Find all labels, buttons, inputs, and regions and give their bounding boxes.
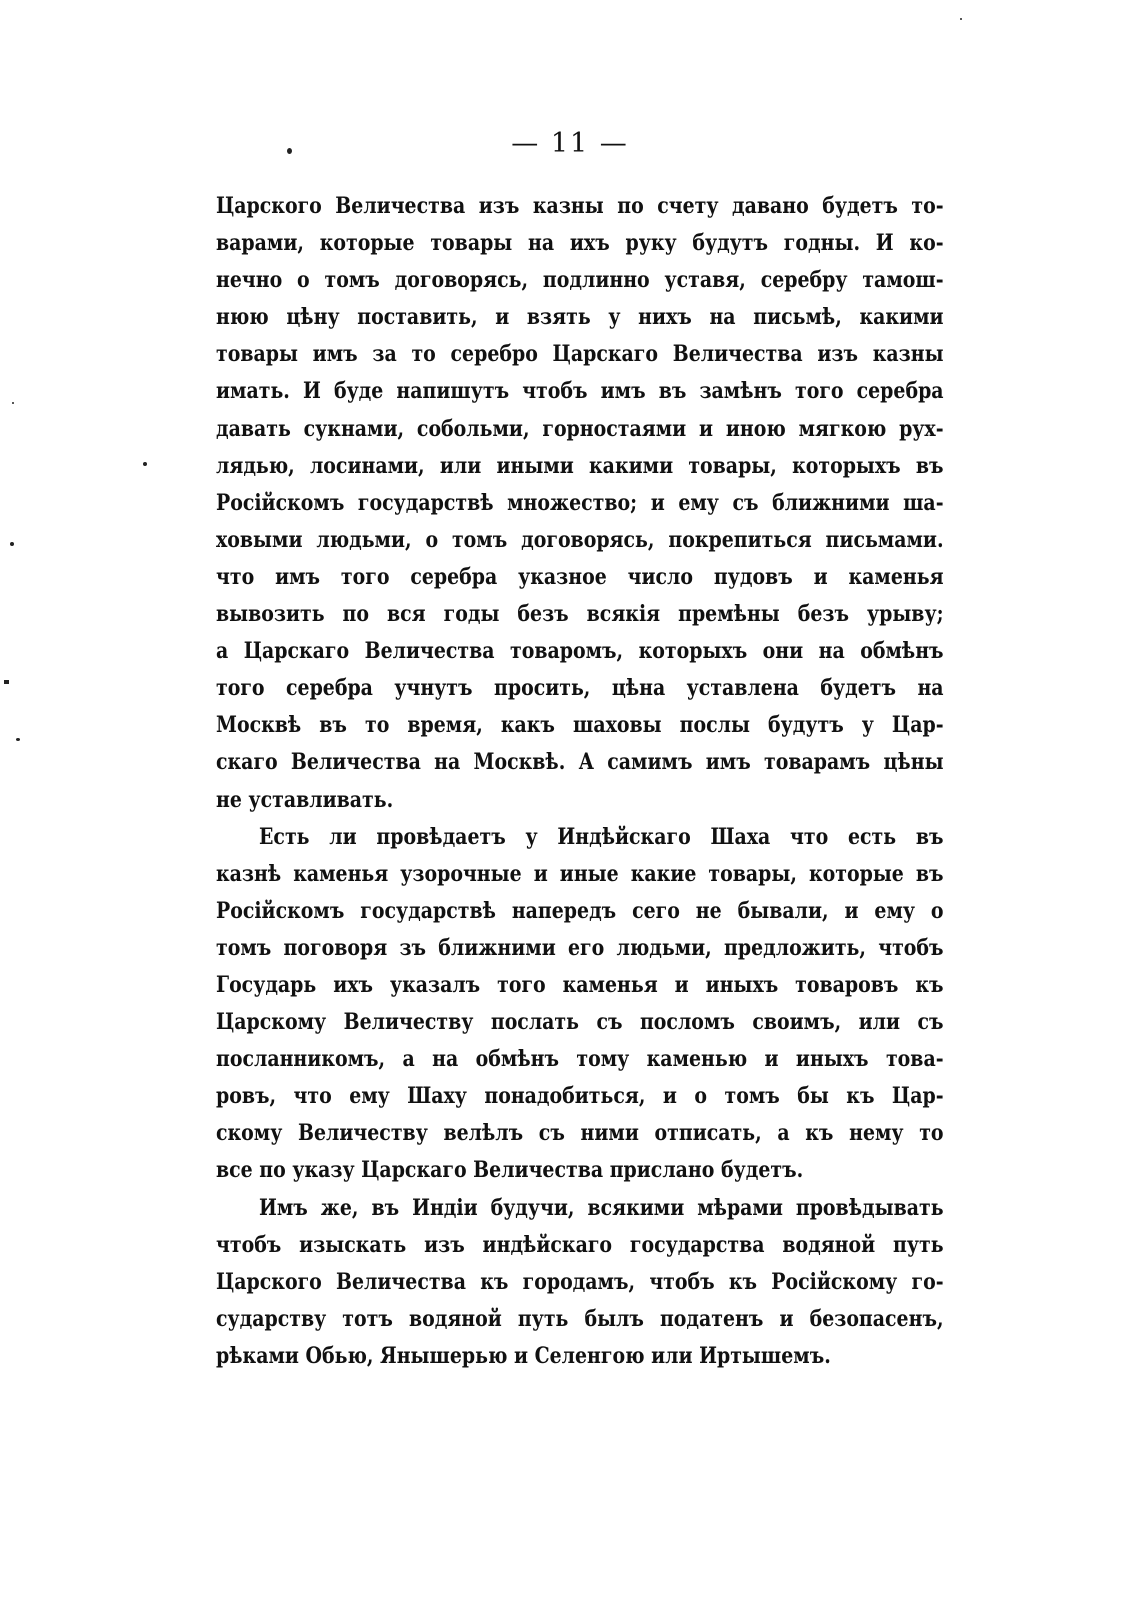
text-line: ховыми людьми, о томъ договорясь, покрепиться письмами. xyxy=(216,526,944,553)
scan-speck xyxy=(960,18,962,20)
text-line: сударству тотъ водяной путь былъ податенъ и безопасенъ, xyxy=(216,1305,944,1332)
body-text xyxy=(216,188,944,1375)
text-line: вывозить по вся годы безъ всякія премѣны безъ урыву; xyxy=(216,601,944,628)
text-line: Царского Величества изъ казны по счету давано будетъ то- xyxy=(216,193,944,219)
text-line: томъ поговоря зъ ближними его людьми, предложить, чтобъ xyxy=(216,934,944,961)
scan-speck xyxy=(4,680,9,684)
scan-speck xyxy=(287,148,292,154)
text-line: а Царскаго Величества товаромъ, которыхъ они на обмѣнъ xyxy=(216,638,944,665)
scan-speck xyxy=(16,738,20,741)
text-line: Російскомъ государствѣ множество; и ему съ ближними ша- xyxy=(216,489,944,516)
text-line: все по указу Царскаго Величества прислано будетъ. xyxy=(216,1157,804,1184)
scan-speck xyxy=(12,402,14,404)
text-line: нечно о томъ договорясь, подлинно уставя, серебру тамош- xyxy=(216,267,944,294)
scan-speck xyxy=(10,542,14,546)
text-line: варами, которые товары на ихъ руку будутъ годны. И ко- xyxy=(216,230,944,257)
text-line: Государь ихъ указалъ того каменья и иныхъ товаровъ къ xyxy=(216,971,944,998)
text-line: давать сукнами, собольми, горностаями и иною мягкою рух- xyxy=(216,415,944,442)
scan-speck xyxy=(143,462,147,466)
text-line: чтобъ изыскать изъ индѣйскаго государства водяной путь xyxy=(216,1231,944,1258)
text-line: нюю цѣну поставить, и взять у нихъ на письмѣ, какими xyxy=(216,304,944,331)
text-line: товары имъ за то серебро Царскаго Величества изъ казны xyxy=(216,341,944,368)
text-line: Царскому Величеству послать съ посломъ своимъ, или съ xyxy=(216,1009,944,1036)
text-line: не уставливать. xyxy=(216,786,394,813)
text-line: лядью, лосинами, или иными какими товары, которыхъ въ xyxy=(216,452,944,479)
text-line: Москвѣ въ то время, какъ шаховы послы будутъ у Цар- xyxy=(216,712,944,739)
text-line: Російскомъ государствѣ напередъ сего не бывали, и ему о xyxy=(216,897,944,924)
text-line: того серебра учнутъ просить, цѣна уставлена будетъ на xyxy=(216,675,944,702)
text-line: Царского Величества къ городамъ, чтобъ къ Російскому го- xyxy=(216,1268,944,1295)
text-line: скому Величеству велѣлъ съ ними отписать, а къ нему то xyxy=(216,1120,944,1147)
paragraph-start-line: Имъ же, въ Индіи будучи, всякими мѣрами провѣдывать xyxy=(259,1194,944,1221)
text-line: казнѣ каменья узорочные и иные какие товары, которые въ xyxy=(216,860,944,887)
text-line: что имъ того серебра указное число пудовъ и каменья xyxy=(216,563,944,590)
text-line: посланникомъ, а на обмѣнъ тому каменью и иныхъ това- xyxy=(216,1046,944,1073)
text-line: ровъ, что ему Шаху понадобиться, и о томъ бы къ Цар- xyxy=(216,1083,944,1110)
text-line: скаго Величества на Москвѣ. А самимъ имъ товарамъ цѣны xyxy=(216,749,944,776)
text-line: имать. И буде напишутъ чтобъ имъ въ замѣнъ того серебра xyxy=(216,378,944,405)
page-number: — 11 — xyxy=(511,128,629,159)
paragraph-start-line: Есть ли провѣдаетъ у Индѣйскаго Шаха что есть въ xyxy=(259,823,944,850)
text-line: рѣками Обью, Янышерью и Селенгою или Иртышемъ. xyxy=(216,1342,831,1369)
